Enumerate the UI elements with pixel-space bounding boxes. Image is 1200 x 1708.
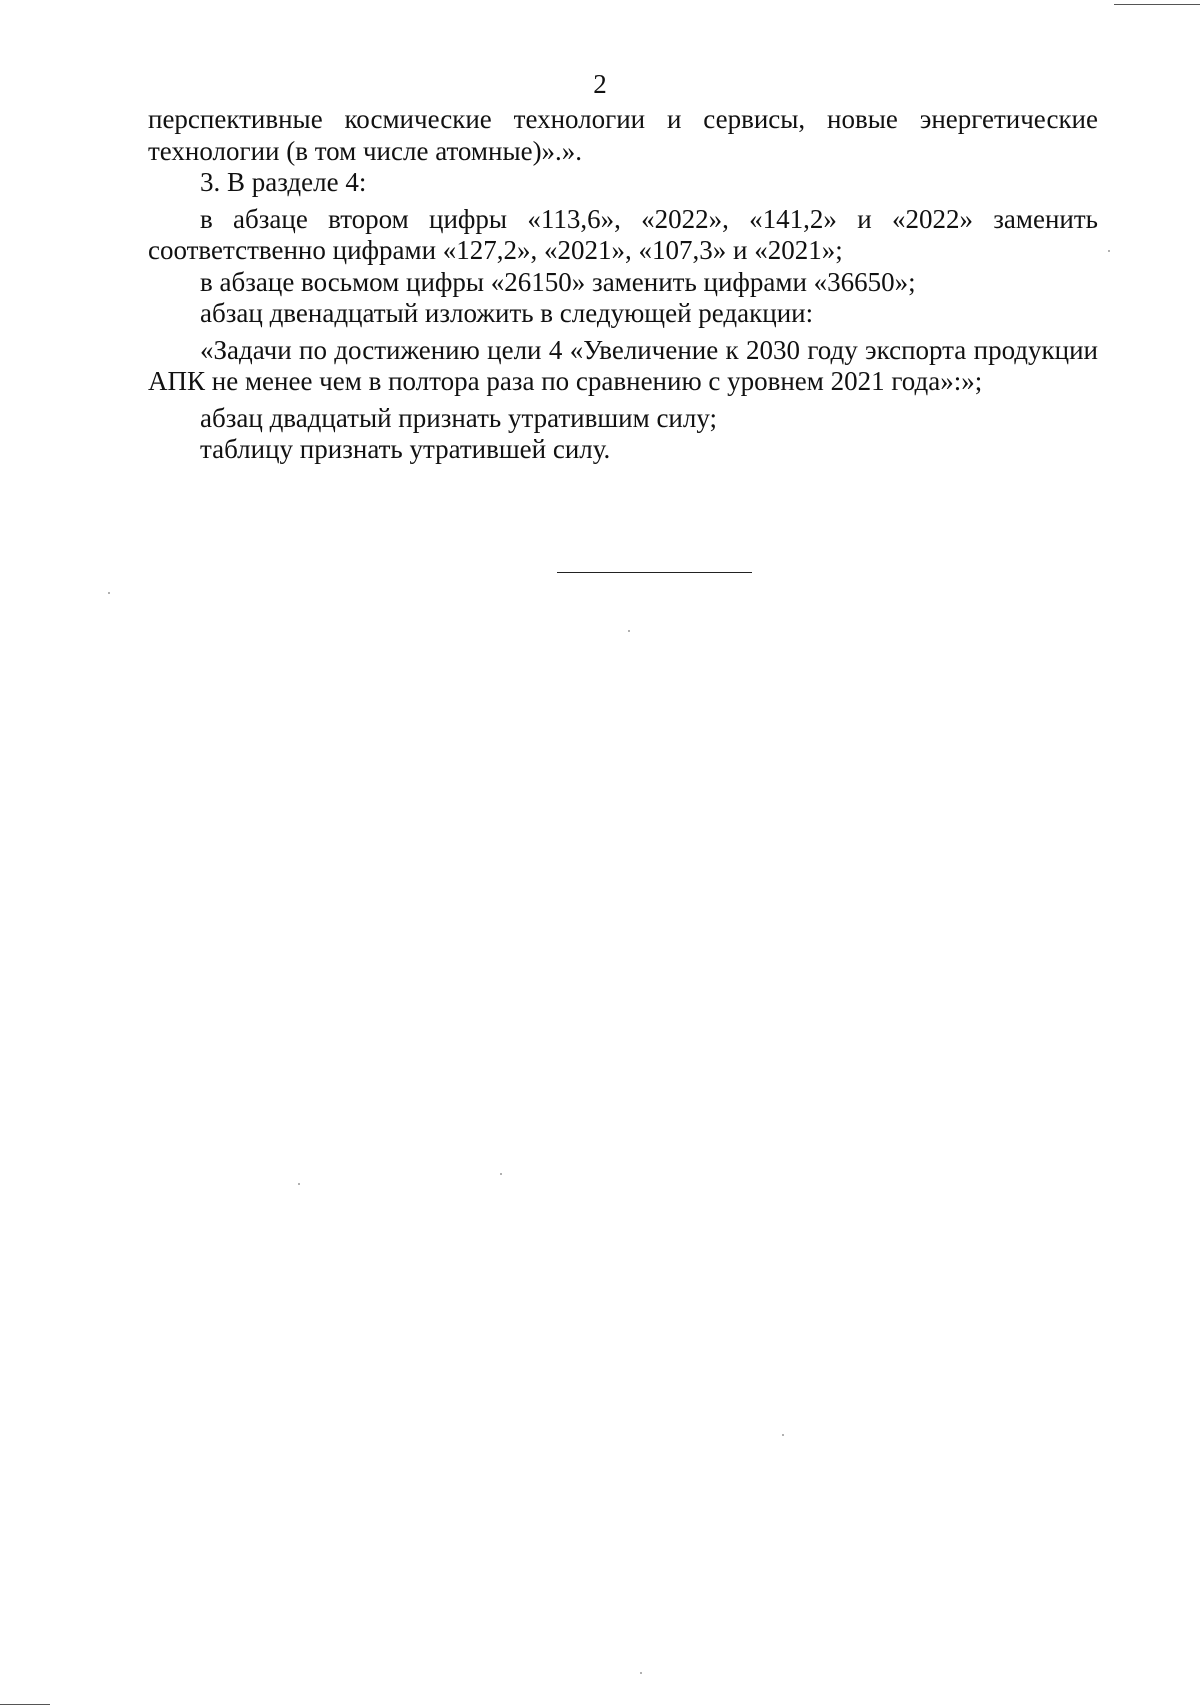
scan-speck <box>640 1672 642 1674</box>
page-number: 2 <box>593 69 607 99</box>
scan-speck <box>500 1173 502 1175</box>
paragraph-continuation: перспективные космические технологии и сервисы, новые энергетические технологии (в том числе атомные)».». <box>148 104 1098 166</box>
end-of-text-rule <box>557 572 752 573</box>
scan-speck <box>782 1434 784 1436</box>
paragraph-amendment: абзац двенадцатый изложить в следующей редакции: <box>200 298 814 328</box>
scan-edge-mark <box>1114 4 1200 5</box>
document-body <box>148 104 1098 466</box>
paragraph-amendment: в абзаце восьмом цифры «26150» заменить цифрами «36650»; <box>200 266 916 297</box>
paragraph-amendment: таблицу признать утратившей силу. <box>200 434 611 464</box>
scan-speck <box>628 630 630 632</box>
scan-speck <box>298 1183 300 1185</box>
scan-edge-mark <box>0 1704 50 1705</box>
paragraph-amendment: абзац двадцатый признать утратившим силу; <box>200 402 717 433</box>
paragraph-amendment: в абзаце втором цифры «113,6», «2022», «141,2» и «2022» заменить соответственно цифрами «127,2», «2021», «107,3» и «2021»; <box>148 203 1098 265</box>
scan-speck <box>1108 250 1110 252</box>
scan-speck <box>108 592 110 594</box>
paragraph-section-heading: 3. В разделе 4: <box>200 167 367 197</box>
paragraph-quoted-text: «Задачи по достижению цели 4 «Увеличение к 2030 году экспорта продукции АПК не менее чем в полтора раза по сравнению с уровнем 2021 года»:»; <box>148 334 1098 396</box>
